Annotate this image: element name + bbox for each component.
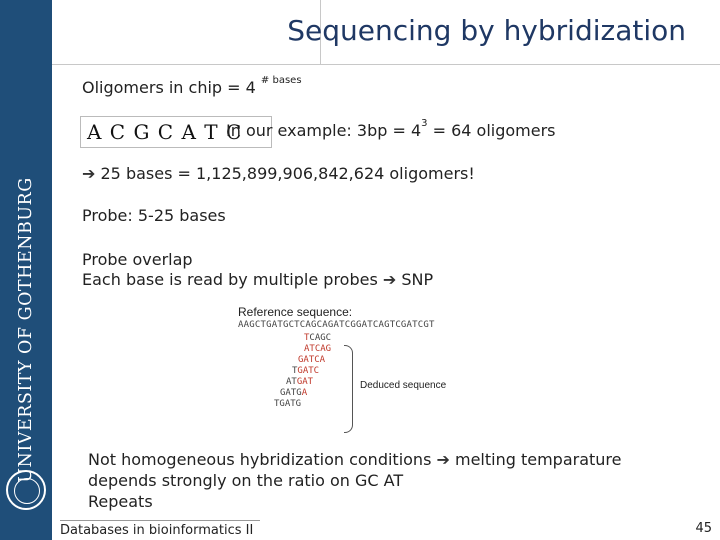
- probe-7: TGATG: [274, 399, 302, 409]
- probe-1: TCAGC: [304, 333, 332, 343]
- arrow-icon: ➔: [436, 450, 450, 469]
- title-area: [52, 0, 720, 64]
- gc-ratio-line: depends strongly on the ratio on GC AT: [88, 471, 404, 490]
- bases-text: 25 bases = 1,125,899,906,842,624 oligomers!: [95, 164, 475, 183]
- arrow-icon: ➔: [82, 164, 96, 183]
- university-seal-icon: [6, 470, 46, 510]
- probe-5: ATGAT: [286, 377, 314, 387]
- sequence-text: A C G C A T C: [87, 120, 243, 144]
- footer-text: Databases in bioinformatics II: [60, 523, 254, 538]
- snp-text: SNP: [396, 270, 434, 289]
- title-underline: [52, 64, 720, 65]
- deduced-sequence-label: Deduced sequence: [360, 380, 447, 391]
- example-line: [226, 118, 556, 140]
- oligomers-superscript: # bases: [260, 75, 302, 86]
- slide-title: Sequencing by hybridization: [287, 14, 686, 47]
- example-suffix: = 64 oligomers: [427, 121, 556, 140]
- probe-2: ATCAG: [304, 344, 332, 354]
- probe-length-line: Probe: 5-25 bases: [82, 206, 226, 225]
- brace-icon: [344, 345, 353, 433]
- oligomers-text: Oligomers in chip = 4: [82, 78, 256, 97]
- probe-4: TGATC: [292, 366, 320, 376]
- probe-6: GATGA: [280, 388, 308, 398]
- probe-3: GATCA: [298, 355, 326, 365]
- example-prefix: In our example: 3bp = 4: [226, 121, 422, 140]
- hybridization-text: Not homogeneous hybridization conditions: [88, 450, 437, 469]
- university-name: UNIVERSITY OF GOTHENBURG: [16, 177, 36, 483]
- university-sidebar: [0, 0, 52, 540]
- example-superscript: 3: [421, 118, 428, 129]
- hybridization-line: [88, 450, 621, 469]
- probe-overlap-line: Probe overlap: [82, 250, 193, 269]
- reference-sequence-title: Reference sequence:: [238, 305, 353, 319]
- arrow-icon: ➔: [382, 270, 397, 289]
- reference-sequence: AAGCTGATGCTCAGCAGATCGGATCAGTCGATCGT: [238, 320, 435, 330]
- footer-divider: [60, 520, 260, 521]
- multiple-probes-line: [82, 270, 433, 289]
- oligomers-line: [82, 75, 302, 97]
- page-number: 45: [695, 521, 712, 536]
- bases-line: [82, 164, 475, 183]
- multiple-probes-text: Each base is read by multiple probes: [82, 270, 383, 289]
- probe-overlap-figure: [228, 305, 528, 440]
- melting-text: melting temparature: [449, 450, 622, 469]
- repeats-line: Repeats: [88, 492, 153, 511]
